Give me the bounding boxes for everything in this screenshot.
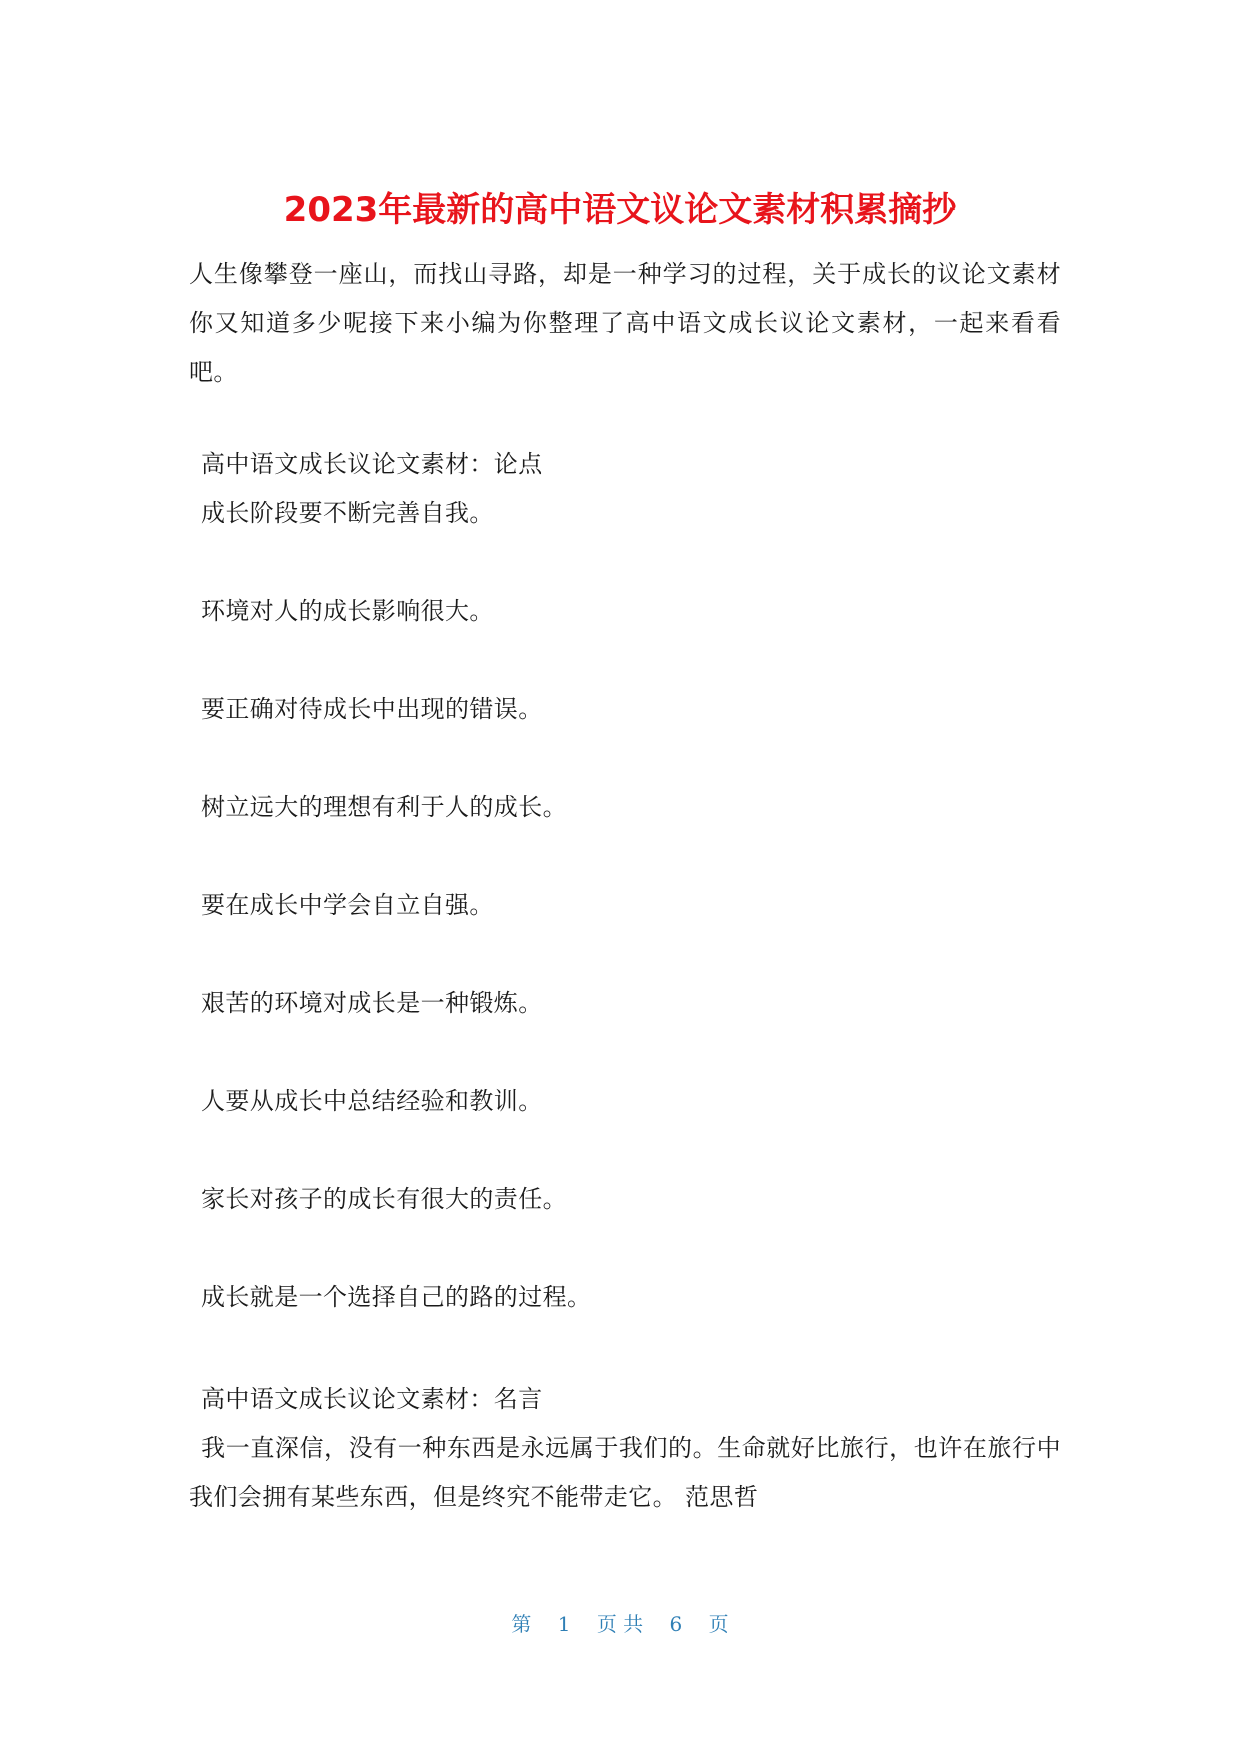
document-title: 2023年最新的高中语文议论文素材积累摘抄 xyxy=(283,190,957,230)
quote-paragraph xyxy=(189,1424,1061,1522)
point-item xyxy=(189,685,1061,734)
quotes-heading-text: 高中语文成长议论文素材：名言 xyxy=(201,1385,543,1413)
point-text: 环境对人的成长影响很大。 xyxy=(201,597,494,625)
point-item xyxy=(189,979,1061,1028)
point-text: 艰苦的环境对成长是一种锻炼。 xyxy=(201,989,543,1017)
footer-label-page: 第 xyxy=(511,1612,532,1636)
point-item xyxy=(189,1273,1061,1322)
point-text: 树立远大的理想有利于人的成长。 xyxy=(201,793,567,821)
point-text: 成长就是一个选择自己的路的过程。 xyxy=(201,1283,592,1311)
point-item xyxy=(189,881,1061,930)
point-item xyxy=(189,489,1061,538)
point-item xyxy=(189,1175,1061,1224)
points-heading-text: 高中语文成长议论文素材：论点 xyxy=(201,450,543,478)
points-section-heading xyxy=(189,440,1061,489)
footer-label-of: 页 共 xyxy=(596,1612,644,1636)
point-text: 要在成长中学会自立自强。 xyxy=(201,891,494,919)
point-text: 要正确对待成长中出现的错误。 xyxy=(201,695,543,723)
footer-current-page: 1 xyxy=(557,1612,571,1636)
point-item xyxy=(189,783,1061,832)
footer-label-pages: 页 xyxy=(708,1612,729,1636)
point-text: 成长阶段要不断完善自我。 xyxy=(201,499,494,527)
point-text: 人要从成长中总结经验和教训。 xyxy=(201,1087,543,1115)
point-item xyxy=(189,587,1061,636)
page-footer xyxy=(0,1608,1240,1637)
quote-text: 我一直深信，没有一种东西是永远属于我们的。生命就好比旅行，也许在旅行中我们会拥有某些东西，但是终究不能带走它。 范思哲 xyxy=(189,1434,1061,1511)
quotes-section-heading xyxy=(189,1375,1061,1424)
intro-paragraph: 人生像攀登一座山，而找山寻路，却是一种学习的过程，关于成长的议论文素材你又知道多少呢接下来小编为你整理了高中语文成长议论文素材，一起来看看吧。 xyxy=(189,260,1061,386)
point-item xyxy=(189,1077,1061,1126)
point-text: 家长对孩子的成长有很大的责任。 xyxy=(201,1185,567,1213)
footer-total-pages: 6 xyxy=(669,1612,683,1636)
